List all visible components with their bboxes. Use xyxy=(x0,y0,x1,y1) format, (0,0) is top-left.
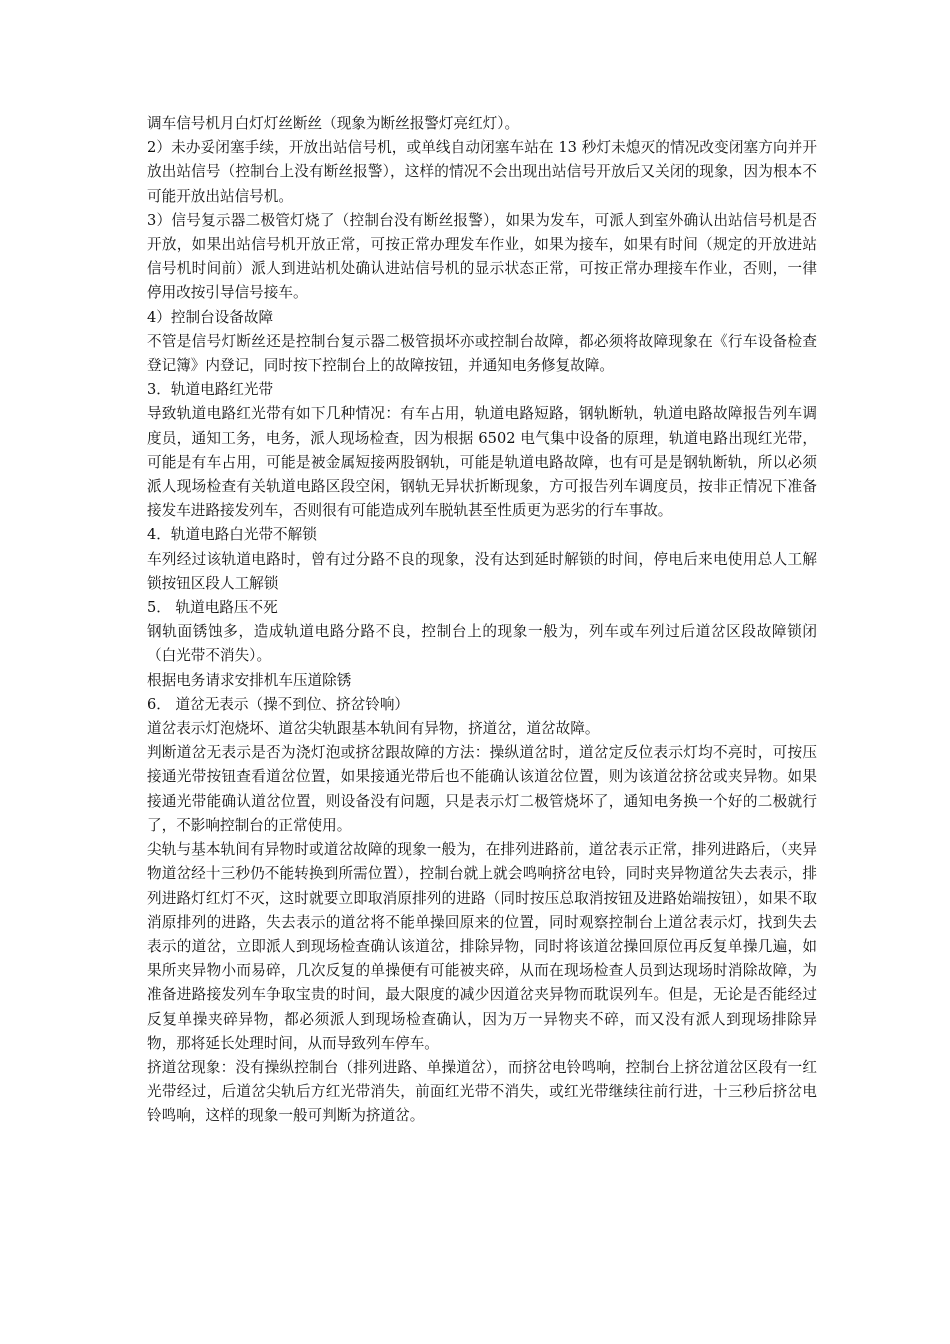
paragraph-console-fault: 不管是信号灯断丝还是控制台复示器二极管损坏亦或控制台故障，都必须将故障现象在《行车设备检查登记簿》内登记，同时按下控制台上的故障按钮，并通知电务修复故障。 xyxy=(147,332,817,375)
paragraph-item-3: 3）信号复示器二极管灯烧了（控制台没有断丝报警），如果为发车，可派人到室外确认出站信号机是否开放，如果出站信号机开放正常，可按正常办理发车作业，如果为接车，如果有时间（规定的开放进站信号机时间前）派人到进站机处确认进站信号机的显示状态正常，可按正常办理接车作业，否则，一律停用改按引导信号接车。 xyxy=(147,211,817,302)
paragraph-switch-diagnosis: 判断道岔无表示是否为浇灯泡或挤岔跟故障的方法：操纵道岔时，道岔定反位表示灯均不亮时，可按压接通光带按钮查看道岔位置，如果接通光带后也不能确认该道岔位置，则为该道岔挤岔或夹异物。如果接通光带能确认道岔位置，则设备没有问题，只是表示灯二极管烧坏了，通知电务换一个好的二极就行了，不影响控制台的正常使用。 xyxy=(147,744,817,834)
paragraph-switch-squeeze: 挤道岔现象：没有操纵控制台（排列进路、单操道岔），而挤岔电铃鸣响，控制台上挤岔道岔区段有一红光带经过，后道岔尖轨后方红光带消失，前面红光带不消失，或红光带继续往前行进，十三秒后挤岔电铃鸣响，这样的现象一般可判断为挤道岔。 xyxy=(147,1058,817,1125)
paragraph-switch-causes: 道岔表示灯泡烧坏、道岔尖轨跟基本轨间有异物，挤道岔，道岔故障。 xyxy=(147,720,600,738)
heading-console-fault: 4）控制台设备故障 xyxy=(147,308,274,326)
heading-switch-no-indication: 6． 道岔无表示（操不到位、挤岔铃响） xyxy=(147,695,410,713)
paragraph-signal-filament: 调车信号机月白灯灯丝断丝（现象为断丝报警灯亮红灯）。 xyxy=(147,115,520,132)
heading-track-shunt: 5． 轨道电路压不死 xyxy=(147,599,278,617)
paragraph-white-light-band: 车列经过该轨道电路时，曾有过分路不良的现象，没有达到延时解锁的时间，停电后来电使用总人工解锁按钮区段人工解锁 xyxy=(147,550,817,592)
paragraph-switch-obstruction: 尖轨与基本轨间有异物时或道岔故障的现象一般为，在排列进路前，道岔表示正常，排列进路后，（夹异物道岔经十三秒仍不能转换到所需位置），控制台就上就会鸣响挤岔电铃，同时夹异物道岔失去表示，排列进路灯红灯不灭，这时就要立即取消原排列的进路（同时按压总取消按钮及进路始端按钮），如果不取消原排列的进路，失去表示的道岔将不能单操回原来的位置，同时观察控制台上道岔表示灯，找到失去表示的道岔，立即派人到现场检查确认该道岔，排除异物，同时将该道岔操回原位再反复单操几遍，如果所夹异物小而易碎，几次反复的单操便有可能被夹碎，从而在现场检查人员到达现场时消除故障，为准备进路接发列车争取宝贵的时间，最大限度的减少因道岔夹异物而耽误列车。但是，无论是否能经过反复单操夹碎异物，都必须派人到现场检查确认，因为万一异物夹不碎，而又没有派人到现场排除异物，那将延长处理时间，从而导致列车停车。 xyxy=(147,841,817,1052)
heading-red-light-band: 3．轨道电路红光带 xyxy=(147,381,274,399)
paragraph-track-shunt: 钢轨面锈蚀多，造成轨道电路分路不良，控制台上的现象一般为，列车或车列过后道岔区段故障锁闭（白光带不消失）。 xyxy=(147,623,817,665)
heading-white-light-band: 4．轨道电路白光带不解锁 xyxy=(147,526,317,544)
paragraph-red-light-band: 导致轨道电路红光带有如下几种情况：有车占用，轨道电路短路，钢轨断轨，轨道电路故障报告列车调度员，通知工务，电务，派人现场检查，因为根据 6502 电气集中设备的原理，轨道电路出现红光带，可能是有车占用，可能是被金属短接两股钢轨，可能是轨道电路故障，也有可是是钢轨断轨，所以必须派人现场检查有关轨道电路区段空闲，钢轨无异状折断现象，方可报告列车调度员，按非正情况下准备接发车进路接发列车，否则很有可能造成列车脱轨甚至性质更为恶劣的行车事故。 xyxy=(147,405,817,520)
paragraph-item-2: 2）未办妥闭塞手续，开放出站信号机，或单线自动闭塞车站在 13 秒灯未熄灭的情况改变闭塞方向并开放出站信号（控制台上没有断丝报警），这样的情况不会出现出站信号开放后又关闭的现象，因为根本不可能开放出站信号机。 xyxy=(147,139,817,205)
paragraph-rust-removal: 根据电务请求安排机车压道除锈 xyxy=(147,671,352,689)
document-body xyxy=(147,112,817,1129)
